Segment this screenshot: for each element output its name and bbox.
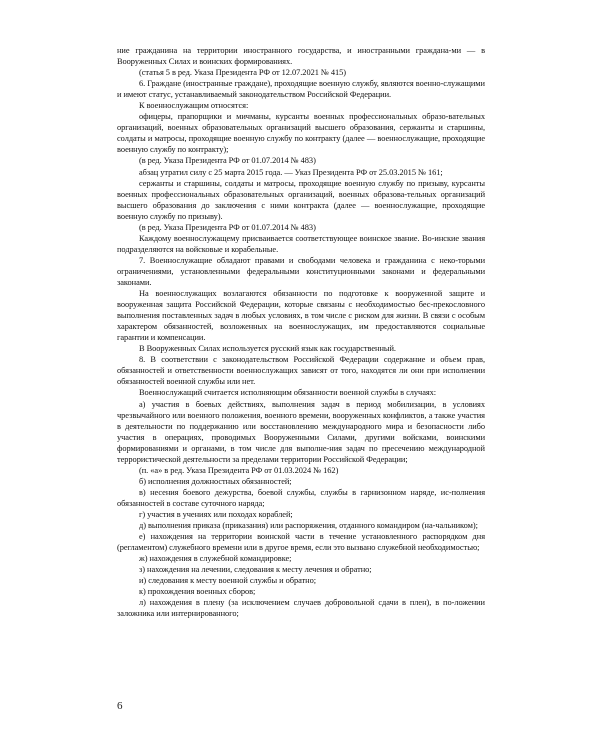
paragraph-note: (п. «а» в ред. Указа Президента РФ от 01.03.2024 № 162) [139, 465, 339, 475]
paragraph: абзац утратил силу с 25 марта 2015 года. — Указ Президента РФ от 25.03.2015 № 161; [139, 167, 443, 177]
paragraph: 7. Военнослужащие обладают правами и свободами человека и гражданина с неко-торыми ограничениями, установленными федеральными конституционными законами и федеральными законами. [117, 255, 485, 287]
paragraph-note: (в ред. Указа Президента РФ от 01.07.2014 № 483) [139, 156, 316, 166]
list-item-a: а) участия в боевых действиях, выполнения задач в период мобилизации, в условиях чрезвычайного или военного положения, военного времени, вооруженных конфликтов, а также участия в деятельности по поддержанию или восстановлению международного мира и безопасности либо участия в операциях, проводимых Вооруженными Силами, другими войсками, воинскими формированиями и органами, в том числе для выполне-ния задач по пресечению международной террористической деятельности за пределами территории Российской Федерации; [117, 399, 485, 464]
paragraph: 8. В соответствии с законодательством Российской Федерации содержание и объем прав, обязанностей и ответственности военнослужащих зависят от того, находятся ли они при исполнении обязанностей военной службы или нет. [117, 355, 485, 387]
list-item-g: г) участия в учениях или походах кораблей; [139, 509, 293, 519]
paragraph-note: (статья 5 в ред. Указа Президента РФ от 12.07.2021 № 415) [139, 68, 347, 78]
list-item-i: и) следования к месту военной службы и обратно; [139, 576, 317, 586]
list-item-b: б) исполнения должностных обязанностей; [139, 476, 292, 486]
paragraph: На военнослужащих возлагаются обязанности по подготовке к вооруженной защите и вооруженная защита Российской Федерации, которые связаны с необходимостью бес-прекословного выполнения поставленных задач в любых условиях, в том числе с риском для жизни. В связи с особым характером обязанностей, возложенных на военнослужащих, им предоставляются социальные гарантии и компенсации. [117, 289, 485, 343]
list-item-l: л) нахождения в плену (за исключением случаев добровольной сдачи в плен), в по-ложении заложника или интернированного; [117, 598, 485, 619]
paragraph: Военнослужащий считается исполняющим обязанности военной службы в случаях: [139, 388, 437, 398]
list-item-e: е) нахождения на территории воинской части в течение установленного распорядком дня (регламентом) служебного времени или в другое время, если это вызвано служебной необходимостью; [117, 532, 485, 553]
paragraph: 6. Граждане (иностранные граждане), проходящие военную службу, являются военно-служащими и имеют статус, устанавливаемый законодательством Российской Федерации. [117, 79, 485, 100]
list-item-v: в) несения боевого дежурства, боевой службы, службы в гарнизонном наряде, ис-полнения обязанностей в составе суточного наряда; [117, 487, 485, 508]
page-number: 6 [117, 700, 123, 712]
paragraph: ние гражданина на территории иностранного государства, и иностранными граждана-ми — в Вооруженных Силах и воинских формированиях. [117, 46, 485, 67]
paragraph-note: (в ред. Указа Президента РФ от 01.07.2014 № 483) [139, 222, 316, 232]
list-item-k: к) прохождения военных сборов; [139, 587, 256, 597]
paragraph: сержанты и старшины, солдаты и матросы, проходящие военную службу по призыву, курсанты военных профессиональных образовательных организаций, военных образова-тельных организаций высшего образования до заключения с ними контракта (далее — военнослужащие, проходящие военную службу по призыву). [117, 178, 485, 221]
list-item-z: з) нахождения на лечении, следования к месту лечения и обратно; [139, 565, 372, 575]
paragraph: К военнослужащим относятся: [139, 101, 249, 111]
paragraph: В Вооруженных Силах используется русский язык как государственный. [139, 344, 396, 354]
paragraph: Каждому военнослужащему присваивается соответствующее воинское звание. Во-инские звания подразделяются на войсковые и корабельные. [117, 233, 485, 254]
list-item-d: д) выполнения приказа (приказания) или распоряжения, отданного командиром (на-чальником); [139, 521, 478, 531]
paragraph: офицеры, прапорщики и мичманы, курсанты военных профессиональных образо-вательных организаций, военных образовательных организаций высшего образования, сержанты и старшины, солдаты и матросы, проходящие военную службу по контракту (далее — военнослужащие, проходящие военную службу по контракту); [117, 112, 485, 155]
body-text [117, 45, 485, 619]
list-item-zh: ж) нахождения в служебной командировке; [139, 554, 292, 564]
